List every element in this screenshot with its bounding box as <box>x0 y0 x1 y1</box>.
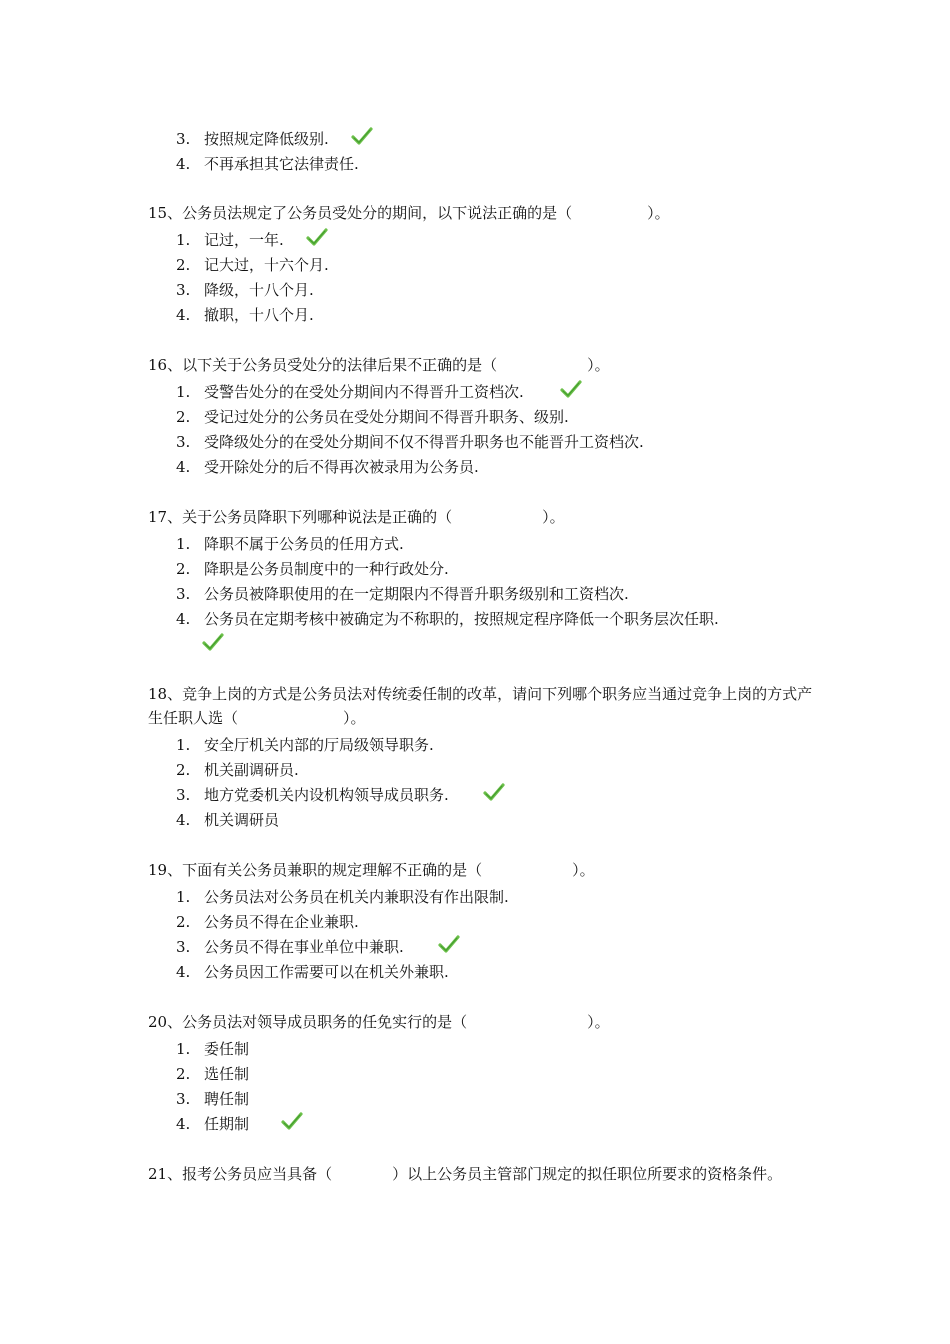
option-number: 4. <box>176 963 191 981</box>
q18-option-2 <box>176 758 813 783</box>
question-15-options <box>176 228 813 328</box>
option-number: 4. <box>176 306 191 324</box>
option-number: 3. <box>176 281 191 299</box>
question-20-options <box>176 1037 813 1137</box>
q19-option-1 <box>176 885 813 910</box>
question-16 <box>148 353 813 480</box>
q17-option-2 <box>176 557 813 582</box>
q18-option-3 <box>176 783 813 808</box>
q20-option-4 <box>176 1112 813 1137</box>
option-number: 2. <box>176 408 191 426</box>
question-text: 17、关于公务员降职下列哪种说法是正确的（ ）。 <box>148 508 565 526</box>
question-16-options <box>176 380 813 480</box>
option-text: 机关调研员 <box>204 811 280 829</box>
q19-option-2 <box>176 910 813 935</box>
question-text: 21、报考公务员应当具备（ ）以上公务员主管部门规定的拟任职位所要求的资格条件。 <box>148 1165 783 1183</box>
option-number: 2. <box>176 1065 191 1083</box>
q15-option-2 <box>176 253 813 278</box>
option-text: 机关副调研员. <box>204 761 299 779</box>
option-number: 2. <box>176 256 191 274</box>
q16-option-1 <box>176 380 813 405</box>
question-17-options <box>176 532 813 632</box>
q15-option-3 <box>176 278 813 303</box>
q19-option-3 <box>176 935 813 960</box>
q15-option-4 <box>176 303 813 328</box>
option-number: 3. <box>176 786 191 804</box>
option-number: 4. <box>176 811 191 829</box>
q19-option-4 <box>176 960 813 985</box>
option-text: 任期制 <box>204 1115 250 1133</box>
checkmark-icon <box>438 934 460 954</box>
option-number: 3. <box>176 130 191 148</box>
option-text: 受开除处分的后不得再次被录用为公务员. <box>204 458 479 476</box>
option-number: 4. <box>176 1115 191 1133</box>
question-21 <box>148 1162 813 1186</box>
q14-option-3 <box>176 127 813 152</box>
option-text: 受降级处分的在受处分期间不仅不得晋升职务也不能晋升工资档次. <box>204 433 644 451</box>
question-19-options <box>176 885 813 985</box>
option-text: 公务员被降职使用的在一定期限内不得晋升职务级别和工资档次. <box>204 585 629 603</box>
option-text: 降级，十八个月. <box>204 281 314 299</box>
question-text: 15、公务员法规定了公务员受处分的期间，以下说法正确的是（ ）。 <box>148 204 670 222</box>
question-19 <box>148 858 813 985</box>
checkmark-icon <box>560 379 582 399</box>
q20-option-3 <box>176 1087 813 1112</box>
question-17 <box>148 505 813 652</box>
option-number: 4. <box>176 155 191 173</box>
option-text: 安全厅机关内部的厅局级领导职务. <box>204 736 434 754</box>
question-18 <box>148 682 813 833</box>
q18-option-1 <box>176 733 813 758</box>
q17-option-3 <box>176 582 813 607</box>
option-text: 降职是公务员制度中的一种行政处分. <box>204 560 449 578</box>
q20-option-2 <box>176 1062 813 1087</box>
option-number: 2. <box>176 913 191 931</box>
option-number: 1. <box>176 383 191 401</box>
option-number: 1. <box>176 888 191 906</box>
option-number: 3. <box>176 1090 191 1108</box>
option-text: 公务员法对公务员在机关内兼职没有作出限制. <box>204 888 509 906</box>
q17-option-4 <box>176 607 813 632</box>
checkmark-icon <box>351 126 373 146</box>
question-text: 20、公务员法对领导成员职务的任免实行的是（ ）。 <box>148 1013 610 1031</box>
option-text: 记过，一年. <box>204 231 284 249</box>
option-text: 公务员不得在事业单位中兼职. <box>204 938 404 956</box>
option-number: 3. <box>176 585 191 603</box>
checkmark-icon <box>483 782 505 802</box>
option-number: 1. <box>176 1040 191 1058</box>
option-number: 1. <box>176 535 191 553</box>
option-text: 委任制 <box>204 1040 250 1058</box>
option-number: 3. <box>176 433 191 451</box>
q18-option-4 <box>176 808 813 833</box>
option-text: 选任制 <box>204 1065 250 1083</box>
question-14-options <box>176 127 813 177</box>
option-number: 1. <box>176 736 191 754</box>
option-number: 2. <box>176 560 191 578</box>
question-18-options <box>176 733 813 833</box>
option-text: 受记过处分的公务员在受处分期间不得晋升职务、级别. <box>204 408 569 426</box>
question-text: 18、竞争上岗的方式是公务员法对传统委任制的改革，请问下列哪个职务应当通过竞争上岗的方式产生任职人选（ ）。 <box>148 685 813 727</box>
option-text: 按照规定降低级别. <box>204 130 329 148</box>
q17-option-1 <box>176 532 813 557</box>
option-number: 4. <box>176 458 191 476</box>
q16-option-4 <box>176 455 813 480</box>
option-number: 2. <box>176 761 191 779</box>
option-text: 公务员不得在企业兼职. <box>204 913 359 931</box>
option-number: 4. <box>176 610 191 628</box>
question-15 <box>148 201 813 328</box>
q14-option-4 <box>176 152 813 177</box>
option-text: 记大过，十六个月. <box>204 256 329 274</box>
option-text: 不再承担其它法律责任. <box>204 155 359 173</box>
option-text: 地方党委机关内设机构领导成员职务. <box>204 786 449 804</box>
q16-option-3 <box>176 430 813 455</box>
checkmark-icon <box>202 632 224 652</box>
option-text: 撤职，十八个月. <box>204 306 314 324</box>
option-text: 聘任制 <box>204 1090 250 1108</box>
option-text: 受警告处分的在受处分期间内不得晋升工资档次. <box>204 383 524 401</box>
option-number: 3. <box>176 938 191 956</box>
question-20 <box>148 1010 813 1137</box>
checkmark-icon <box>281 1111 303 1131</box>
option-number: 1. <box>176 231 191 249</box>
option-text: 降职不属于公务员的任用方式. <box>204 535 404 553</box>
q15-option-1 <box>176 228 813 253</box>
q16-option-2 <box>176 405 813 430</box>
option-text: 公务员因工作需要可以在机关外兼职. <box>204 963 449 981</box>
q20-option-1 <box>176 1037 813 1062</box>
question-14-continued <box>148 127 813 177</box>
option-text: 公务员在定期考核中被确定为不称职的，按照规定程序降低一个职务层次任职. <box>204 610 719 628</box>
question-text: 16、以下关于公务员受处分的法律后果不正确的是（ ）。 <box>148 356 610 374</box>
checkmark-icon <box>306 227 328 247</box>
question-text: 19、下面有关公务员兼职的规定理解不正确的是（ ）。 <box>148 861 595 879</box>
